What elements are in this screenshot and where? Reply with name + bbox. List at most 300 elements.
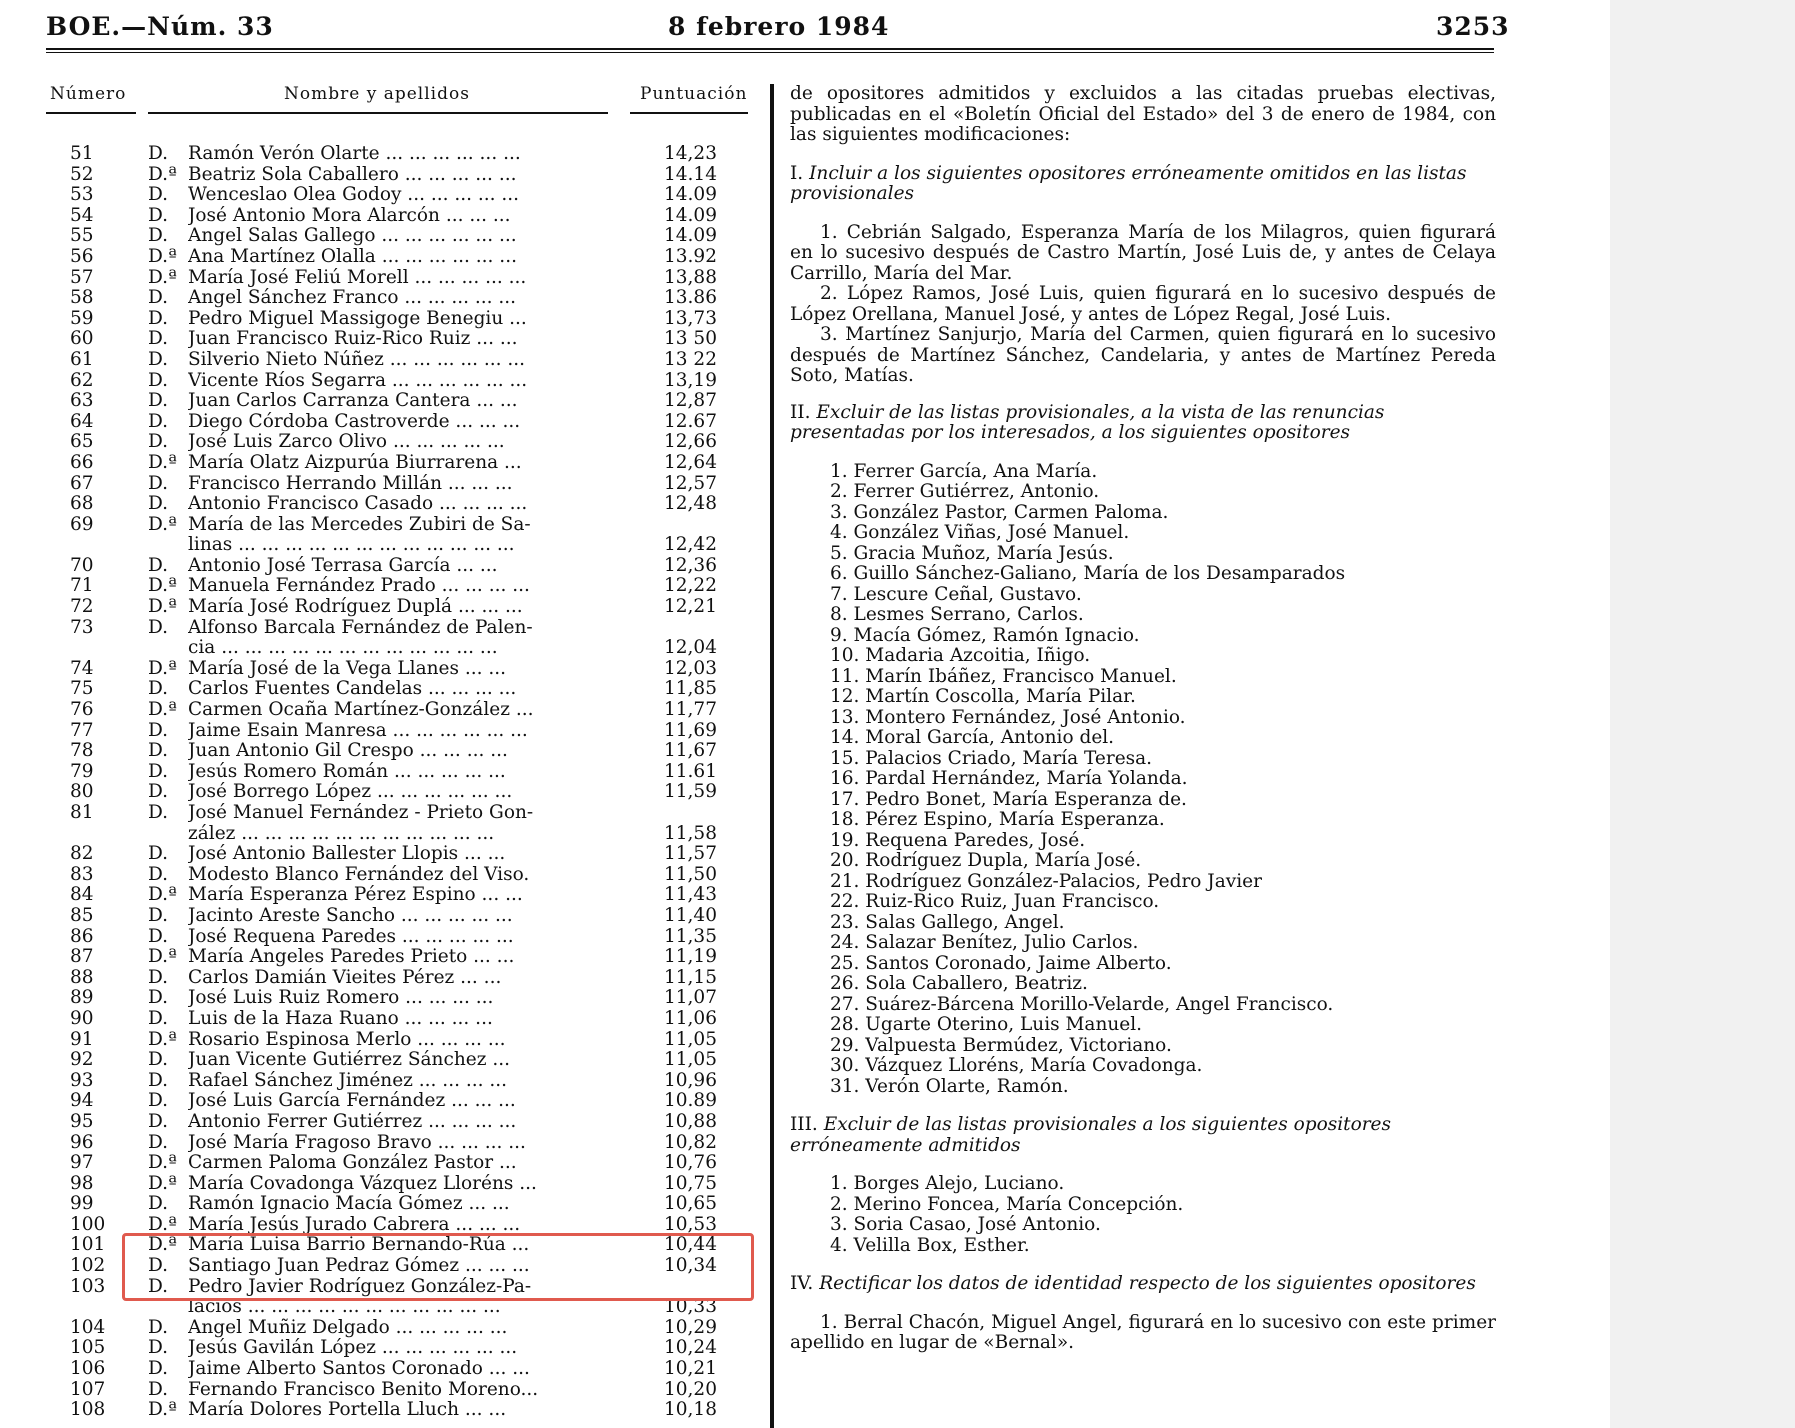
exclusion-item: 2. Ferrer Gutiérrez, Antonio. (830, 481, 1100, 502)
row-score: 11,67 (664, 740, 717, 762)
table-row (46, 1380, 756, 1401)
row-title: D. (148, 431, 169, 453)
row-title: D.ª (148, 1028, 177, 1050)
row-number: 105 (70, 1337, 106, 1359)
exclusion-item: 1. Ferrer García, Ana María. (830, 460, 1098, 482)
row-name: Fernando Francisco Benito Moreno... (188, 1379, 539, 1400)
table-row (46, 1194, 756, 1215)
section-iii-title: III. Excluir de las listas provisionales a los siguientes opositores erróneamente admitidos (790, 1114, 1391, 1156)
table-row (46, 494, 756, 515)
exclusion-item: 4. González Viñas, José Manuel. (830, 522, 1130, 543)
row-title: D. (148, 904, 169, 926)
table-row (46, 1009, 756, 1030)
exclusion-item: 3. González Pastor, Carmen Paloma. (830, 501, 1169, 523)
exclusion-item: 13. Montero Fernández, José Antonio. (830, 706, 1186, 728)
table-row (46, 988, 756, 1009)
table-row (46, 309, 756, 330)
row-name: José María Fragoso Bravo ... ... ... ... (188, 1132, 526, 1153)
table-row (46, 1338, 756, 1359)
row-name: Antonio José Terrasa García ... ... (188, 555, 498, 576)
row-score: 14,23 (664, 143, 717, 164)
row-score: 13 50 (664, 328, 717, 350)
column-header-number: Número (50, 84, 127, 104)
row-title: D. (148, 369, 169, 391)
table-row (46, 824, 756, 845)
row-score: 10,53 (664, 1213, 717, 1235)
row-name: José Luis Zarco Olivo ... ... ... ... ... (188, 432, 505, 453)
row-score: 12,04 (664, 637, 717, 659)
row-title: D.ª (148, 266, 177, 288)
table-row (46, 576, 756, 597)
row-number: 93 (70, 1069, 94, 1091)
row-name: María Angeles Paredes Prieto ... ... (188, 947, 515, 968)
exclusion-item: 9. Macía Gómez, Ramón Ignacio. (830, 624, 1140, 646)
row-title: D.ª (148, 884, 177, 906)
table-row (46, 1050, 756, 1071)
row-number: 94 (70, 1090, 94, 1112)
row-title: D.ª (148, 1172, 177, 1194)
table-row (46, 721, 756, 742)
row-name: Santiago Juan Pedraz Gómez ... ... ... (188, 1256, 530, 1277)
row-title: D.ª (148, 657, 177, 679)
row-title: D. (148, 616, 169, 638)
row-number: 92 (70, 1049, 94, 1071)
row-number: 76 (70, 699, 94, 721)
table-row (46, 1030, 756, 1051)
row-score: 10,88 (664, 1110, 717, 1132)
publication-date: 8 febrero 1984 (668, 12, 890, 41)
table-row (46, 865, 756, 886)
row-score: 10,75 (664, 1172, 717, 1194)
exclusion-item: 16. Pardal Hernández, María Yolanda. (830, 768, 1188, 789)
row-number: 104 (70, 1316, 106, 1338)
table-row (46, 226, 756, 247)
row-title: D. (148, 1193, 169, 1215)
row-title: D. (148, 802, 169, 823)
table-row (46, 432, 756, 453)
row-name: Juan Francisco Ruiz-Rico Ruiz ... ... (188, 329, 518, 350)
exclusion-item: 21. Rodríguez González-Palacios, Pedro Javier (830, 870, 1262, 892)
viewer-margin (1610, 0, 1795, 1428)
row-name: Rosario Espinosa Merlo ... ... ... ... (188, 1029, 506, 1050)
row-name: José Antonio Ballester Llopis ... ... (188, 844, 506, 865)
row-score: 14.09 (664, 204, 717, 226)
row-score: 12,57 (664, 472, 717, 494)
exclusion-item: 8. Lesmes Serrano, Carlos. (830, 604, 1084, 625)
row-name: Carmen Paloma González Pastor ... (188, 1153, 517, 1174)
page-number: 3253 (1436, 12, 1510, 41)
row-name: Angel Sánchez Franco ... ... ... ... ... (188, 288, 517, 309)
exclusion-item: 19. Requena Paredes, José. (830, 829, 1086, 851)
row-name: María Dolores Portella Lluch ... ... (188, 1400, 507, 1421)
row-number: 51 (70, 143, 94, 164)
row-name: María Covadonga Vázquez Lloréns ... (188, 1173, 537, 1194)
row-score: 11,05 (664, 1049, 717, 1071)
row-name: Ana Martínez Olalla ... ... ... ... ... ... (188, 246, 517, 267)
row-name: Luis de la Haza Ruano ... ... ... ... (188, 1008, 493, 1029)
row-score: 12,66 (664, 431, 717, 453)
row-score: 13 22 (664, 348, 717, 370)
row-score: 11,57 (664, 843, 717, 865)
exclusion-item: 30. Vázquez Lloréns, María Covadonga. (830, 1055, 1203, 1076)
exclusion-item: 28. Ugarte Oterino, Luis Manuel. (830, 1014, 1143, 1035)
table-row (46, 1133, 756, 1154)
table-row (46, 618, 756, 639)
column-header-name: Nombre y apellidos (284, 84, 470, 104)
row-title: D. (148, 1316, 169, 1338)
row-name: cia ... ... ... ... ... ... ... ... ... ... ... ... (188, 638, 498, 659)
row-title: D. (148, 143, 169, 164)
row-title: D. (148, 1275, 169, 1297)
row-name: María José Feliú Morell ... ... ... ... ... (188, 267, 527, 288)
table-row (46, 474, 756, 495)
table-row (46, 659, 756, 680)
row-score: 10,20 (664, 1378, 717, 1400)
exclusion-item: 27. Suárez-Bárcena Morillo-Velarde, Angel Francisco. (830, 993, 1334, 1015)
row-title: D. (148, 307, 169, 329)
exclusion-item: 12. Martín Coscolla, María Pilar. (830, 686, 1136, 707)
column-divider (770, 84, 774, 1428)
row-title: D.ª (148, 575, 177, 597)
row-number: 72 (70, 596, 94, 618)
table-row (46, 1318, 756, 1339)
exclusion-item: 10. Madaria Azcoitia, Iñigo. (830, 645, 1091, 666)
exclusion-item: 2. Merino Foncea, María Concepción. (830, 1193, 1184, 1215)
row-number: 60 (70, 328, 94, 350)
row-score: 10,65 (664, 1193, 717, 1215)
row-name: Ramón Ignacio Macía Gómez ... ... (188, 1194, 510, 1215)
section-ii-title: II. Excluir de las listas provisionales, a la vista de las renuncias presentadas por los interesados, a los siguientes opositores (790, 401, 1385, 443)
row-title: D. (148, 1255, 169, 1277)
row-name: linas ... ... ... ... ... ... ... ... ... ... ... ... (188, 535, 515, 556)
table-row (46, 1359, 756, 1380)
row-score: 11,06 (664, 1007, 717, 1029)
row-title: D. (148, 390, 169, 412)
row-title: D. (148, 1358, 169, 1380)
row-number: 99 (70, 1193, 94, 1215)
row-name: Pedro Javier Rodríguez González-Pa- (188, 1276, 532, 1297)
row-title: D.ª (148, 163, 177, 185)
exclusion-item: 26. Sola Caballero, Beatriz. (830, 973, 1088, 994)
section-ii-items (790, 462, 1496, 1098)
section-i-items (790, 223, 1496, 387)
row-number: 79 (70, 760, 94, 782)
row-score: 11,35 (664, 925, 717, 947)
table-row (46, 762, 756, 783)
row-name: zález ... ... ... ... ... ... ... ... ... ... ... (188, 823, 495, 844)
row-score: 10,18 (664, 1399, 717, 1421)
table-row (46, 885, 756, 906)
exclusion-item: 7. Lescure Ceñal, Gustavo. (830, 583, 1082, 605)
row-name: Manuela Fernández Prado ... ... ... ... (188, 576, 530, 597)
row-score: 11,50 (664, 863, 717, 885)
row-title: D. (148, 1131, 169, 1153)
table-row (46, 556, 756, 577)
row-name: Pedro Miguel Massigoge Benegiu ... (188, 308, 527, 329)
row-number: 100 (70, 1213, 106, 1235)
candidate-list (46, 144, 756, 1421)
row-score: 13,88 (664, 266, 717, 288)
table-row (46, 453, 756, 474)
exclusion-item: 11. Marín Ibáñez, Francisco Manuel. (830, 665, 1177, 687)
row-title: D. (148, 225, 169, 247)
row-number: 89 (70, 987, 94, 1009)
row-name: María Jesús Jurado Cabrera ... ... ... (188, 1214, 521, 1235)
row-score: 11,05 (664, 1028, 717, 1050)
inclusion-item: 3. Martínez Sanjurjo, María del Carmen, quien figurará en lo sucesivo después de Martínez Sánchez, Candelaria, y antes de Martínez Pereda Soto, Matías. (790, 324, 1496, 386)
row-score: 13,19 (664, 369, 717, 391)
row-name: Jesús Gavilán López ... ... ... ... ... ... (188, 1338, 518, 1359)
exclusion-item: 18. Pérez Espino, María Esperanza. (830, 809, 1165, 830)
row-number: 55 (70, 225, 94, 247)
row-title: D. (148, 740, 169, 762)
row-number: 52 (70, 163, 94, 185)
intro-paragraph: de opositores admitidos y excluidos a las citadas pruebas electivas, publicadas en el «Boletín Oficial del Estado» del 3 de enero de 1984, con las siguientes modificaciones: (790, 83, 1496, 145)
row-name: Angel Muñiz Delgado ... ... ... ... ... (188, 1317, 508, 1338)
row-title: D. (148, 493, 169, 515)
row-score: 11,69 (664, 719, 717, 741)
row-score: 11,07 (664, 987, 717, 1009)
table-row (46, 844, 756, 865)
row-number: 58 (70, 287, 94, 309)
row-title: D.ª (148, 513, 177, 535)
row-title: D.ª (148, 245, 177, 267)
highlight-box (122, 1233, 754, 1301)
row-title: D. (148, 987, 169, 1009)
row-title: D. (148, 678, 169, 700)
row-score: 10,82 (664, 1131, 717, 1153)
exclusion-item: 17. Pedro Bonet, María Esperanza de. (830, 788, 1187, 810)
row-title: D. (148, 1110, 169, 1132)
inclusion-item: 1. Cebrián Salgado, Esperanza María de los Milagros, quien figurará en lo sucesivo después de Castro Martín, José Luis de, y antes de Celaya Carrillo, María del Mar. (790, 221, 1496, 284)
row-title: D. (148, 472, 169, 494)
table-row (46, 947, 756, 968)
row-number: 83 (70, 863, 94, 885)
row-title: D. (148, 348, 169, 370)
table-row (46, 782, 756, 803)
row-name: Diego Córdoba Castroverde ... ... ... (188, 411, 521, 432)
exclusion-item: 23. Salas Gallego, Angel. (830, 911, 1065, 933)
row-title: D. (148, 287, 169, 309)
row-number: 88 (70, 966, 94, 988)
row-number: 95 (70, 1110, 94, 1132)
row-number: 71 (70, 575, 94, 597)
row-title: D.ª (148, 596, 177, 618)
exclusion-item: 5. Gracia Muñoz, María Jesús. (830, 542, 1114, 564)
row-score: 10,44 (664, 1234, 717, 1256)
row-score: 14.09 (664, 184, 717, 206)
rectification-item: 1. Berral Chacón, Miguel Angel, figurará en lo sucesivo con este primer apellido en lugar de «Bernal». (790, 1311, 1496, 1353)
row-number: 67 (70, 472, 94, 494)
row-score: 10,76 (664, 1152, 717, 1174)
table-row (46, 597, 756, 618)
row-number: 78 (70, 740, 94, 762)
row-number: 66 (70, 451, 94, 473)
row-name: Ramón Verón Olarte ... ... ... ... ... ... (188, 144, 521, 164)
row-score: 12.67 (664, 410, 717, 432)
table-row (46, 1174, 756, 1195)
row-number: 53 (70, 184, 94, 206)
row-name: María José de la Vega Llanes ... ... (188, 658, 507, 679)
table-row (46, 1400, 756, 1421)
row-number: 65 (70, 431, 94, 453)
row-title: D. (148, 184, 169, 206)
row-number: 70 (70, 554, 94, 576)
table-row (46, 700, 756, 721)
journal-issue: BOE.—Núm. 33 (46, 12, 274, 41)
row-number: 107 (70, 1378, 106, 1400)
row-name: José Manuel Fernández - Prieto Gon- (188, 803, 534, 823)
row-score: 13,73 (664, 307, 717, 329)
table-row (46, 288, 756, 309)
row-title: D.ª (148, 1213, 177, 1235)
row-number: 86 (70, 925, 94, 947)
table-row (46, 741, 756, 762)
row-number: 102 (70, 1255, 106, 1277)
row-number: 62 (70, 369, 94, 391)
row-score: 12,03 (664, 657, 717, 679)
exclusion-item: 22. Ruiz-Rico Ruiz, Juan Francisco. (830, 891, 1160, 912)
row-score: 10,29 (664, 1316, 717, 1338)
row-number: 87 (70, 946, 94, 968)
table-row (46, 412, 756, 433)
table-row (46, 1091, 756, 1112)
exclusion-item: 6. Guillo Sánchez-Galiano, María de los Desamparados (830, 563, 1346, 584)
row-number: 56 (70, 245, 94, 267)
table-row (46, 638, 756, 659)
row-score: 12,36 (664, 554, 717, 576)
table-row (46, 165, 756, 186)
table-row (46, 968, 756, 989)
column-rule-score (630, 112, 748, 114)
row-score: 11,19 (664, 946, 717, 968)
exclusion-item: 24. Salazar Benítez, Julio Carlos. (830, 932, 1139, 953)
row-number: 84 (70, 884, 94, 906)
table-row (46, 247, 756, 268)
section-iv-items (790, 1313, 1496, 1354)
row-name: Jaime Alberto Santos Coronado ... ... (188, 1359, 530, 1380)
row-score: 12,42 (664, 534, 717, 556)
row-number: 75 (70, 678, 94, 700)
header-rule-thin (46, 52, 1494, 53)
row-name: Rafael Sánchez Jiménez ... ... ... ... (188, 1070, 507, 1091)
row-score: 10,21 (664, 1358, 717, 1380)
row-name: José Luis García Fernández ... ... ... (188, 1091, 516, 1112)
row-title: D. (148, 719, 169, 741)
header-rule (46, 48, 1494, 50)
table-row (46, 329, 756, 350)
row-name: Juan Vicente Gutiérrez Sánchez ... (188, 1050, 510, 1071)
table-row (46, 1153, 756, 1174)
row-name: Jesús Romero Román ... ... ... ... ... (188, 761, 506, 782)
row-score: 13.92 (664, 245, 717, 267)
row-number: 80 (70, 781, 94, 803)
row-number: 98 (70, 1172, 94, 1194)
row-score: 12,21 (664, 596, 717, 618)
row-name: Juan Antonio Gil Crespo ... ... ... ... (188, 741, 508, 762)
row-name: Francisco Herrando Millán ... ... ... (188, 473, 513, 494)
row-title: D. (148, 843, 169, 865)
row-score: 12,64 (664, 451, 717, 473)
row-title: D. (148, 925, 169, 947)
row-name: María de las Mercedes Zubiri de Sa- (188, 514, 531, 535)
row-title: D.ª (148, 946, 177, 968)
row-number: 73 (70, 616, 94, 638)
section-i-title: I. Incluir a los siguientes opositores erróneamente omitidos en las listas provisionales (790, 162, 1467, 204)
row-title: D. (148, 760, 169, 782)
row-title: D.ª (148, 451, 177, 473)
exclusion-item: 4. Velilla Box, Esther. (830, 1234, 1030, 1256)
row-score: 11,40 (664, 904, 717, 926)
row-score: 12,22 (664, 575, 717, 597)
table-row (46, 535, 756, 556)
table-row (46, 371, 756, 392)
row-score: 14.14 (664, 163, 717, 185)
section-iv-title: IV. Rectificar los datos de identidad respecto de los siguientes opositores (790, 1273, 1476, 1294)
row-name: Angel Salas Gallego ... ... ... ... ... ... (188, 226, 517, 247)
row-number: 101 (70, 1234, 106, 1256)
column-rule-number (46, 112, 136, 114)
exclusion-item: 15. Palacios Criado, María Teresa. (830, 747, 1153, 769)
row-name: José Luis Ruiz Romero ... ... ... ... (188, 988, 494, 1009)
row-title: D. (148, 1090, 169, 1112)
column-header-score: Puntuación (640, 84, 748, 104)
table-row (46, 1112, 756, 1133)
row-name: Silverio Nieto Núñez ... ... ... ... ... ... (188, 349, 526, 370)
row-title: D.ª (148, 1152, 177, 1174)
row-name: Carlos Damián Vieites Pérez ... ... (188, 967, 502, 988)
table-row (46, 185, 756, 206)
row-name: Antonio Francisco Casado ... ... ... ... (188, 494, 528, 515)
row-score: 14.09 (664, 225, 717, 247)
row-name: José Antonio Mora Alarcón ... ... ... (188, 205, 511, 226)
row-name: Carmen Ocaña Martínez-González ... (188, 700, 534, 721)
row-name: José Requena Paredes ... ... ... ... ... (188, 926, 514, 947)
table-row (46, 803, 756, 824)
table-row (46, 144, 756, 165)
table-row (46, 906, 756, 927)
row-score: 10,96 (664, 1069, 717, 1091)
row-name: Carlos Fuentes Candelas ... ... ... ... (188, 679, 517, 700)
row-name: Alfonso Barcala Fernández de Palen- (188, 617, 533, 638)
row-name: Jaime Esain Manresa ... ... ... ... ... ... (188, 720, 528, 741)
table-row (46, 927, 756, 948)
exclusion-item: 3. Soria Casao, José Antonio. (830, 1214, 1101, 1235)
row-title: D. (148, 966, 169, 988)
row-title: D. (148, 204, 169, 226)
exclusion-item: 31. Verón Olarte, Ramón. (830, 1075, 1069, 1097)
row-title: D. (148, 1007, 169, 1029)
exclusion-item: 25. Santos Coronado, Jaime Alberto. (830, 952, 1172, 974)
row-score: 10,33 (664, 1296, 717, 1318)
row-number: 85 (70, 904, 94, 926)
row-score: 11.61 (664, 760, 717, 782)
row-number: 59 (70, 307, 94, 329)
exclusion-item: 29. Valpuesta Bermúdez, Victoriano. (830, 1034, 1172, 1056)
row-score: 11,58 (664, 822, 717, 844)
row-name: María Esperanza Pérez Espino ... ... (188, 885, 523, 906)
row-name: Beatriz Sola Caballero ... ... ... ... ... (188, 164, 517, 185)
row-name: María Olatz Aizpurúa Biurrarena ... (188, 452, 522, 473)
row-title: D. (148, 863, 169, 885)
row-score: 11,85 (664, 678, 717, 700)
row-score: 11,15 (664, 966, 717, 988)
row-number: 74 (70, 657, 94, 679)
row-title: D. (148, 781, 169, 803)
table-row (46, 350, 756, 371)
row-score: 11,77 (664, 699, 717, 721)
row-number: 91 (70, 1028, 94, 1050)
